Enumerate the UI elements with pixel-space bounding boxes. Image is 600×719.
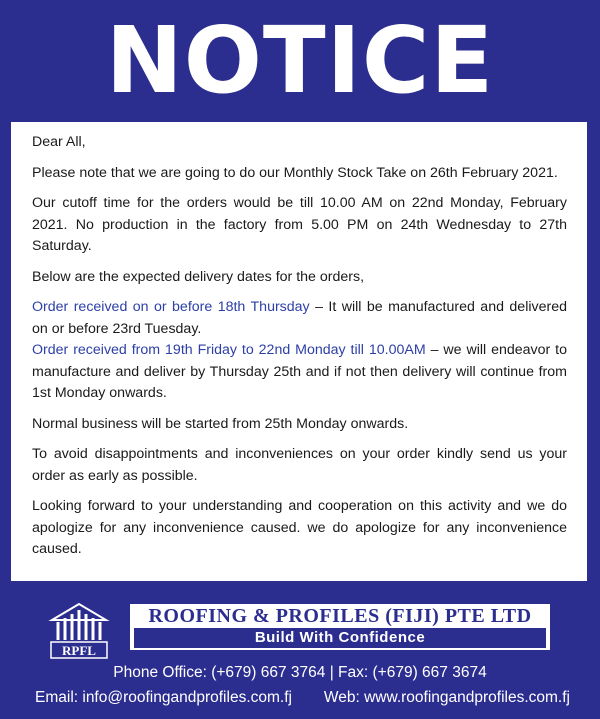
company-brand-box (128, 602, 552, 652)
stock-take-paragraph: Please note that we are going to do our Monthly Stock Take on 26th February 2021. (32, 164, 558, 181)
delivery-intro-paragraph: Below are the expected delivery dates for the orders, (32, 268, 365, 285)
company-tagline: Build With Confidence (134, 628, 546, 648)
notice-body (11, 122, 587, 581)
web-contact: Web: www.roofingandprofiles.com.fj (323, 689, 570, 706)
apology-paragraph: Looking forward to your understanding and cooperation on this activity and we do apologize for any inconvenience caused. we do apologize for any inconvenience caused. (32, 498, 567, 557)
order-rule-2-highlight: Order received from 19th Friday to 22nd Monday till 10.00AM (32, 342, 426, 358)
cutoff-paragraph: Our cutoff time for the orders would be till 10.00 AM on 22nd Monday, February 2021. No production in the factory from 5.00 PM on 24th Wednesday to 27th Saturday. (32, 195, 567, 254)
phone-fax-line: Phone Office: (+679) 667 3764 | Fax: (+679) 667 3674 (113, 664, 487, 681)
order-rule-1-text: – It will be manufactured and delivered on or before 23rd Tuesday. (32, 299, 567, 337)
company-name: ROOFING & PROFILES (FIJI) PTE LTD (148, 605, 532, 627)
notice-title: NOTICE (105, 7, 495, 114)
early-order-paragraph: To avoid disappointments and inconveniences on your order kindly send us your order as early as possible. (32, 446, 567, 484)
rpfl-logo-text: RPFL (62, 643, 96, 658)
rpfl-logo (48, 600, 110, 662)
email-contact: Email: info@roofingandprofiles.com.fj (35, 689, 292, 706)
order-rule-2 (32, 340, 567, 405)
order-rule-1 (32, 297, 567, 340)
greeting: Dear All, (32, 134, 86, 150)
order-rule-2-text: – we will endeavor to manufacture and deliver by Thursday 25th and if not then delivery will continue from 1st Monday onwards. (32, 342, 567, 401)
order-rule-1-highlight: Order received on or before 18th Thursday (32, 299, 310, 315)
normal-business-paragraph: Normal business will be started from 25th Monday onwards. (32, 415, 409, 432)
